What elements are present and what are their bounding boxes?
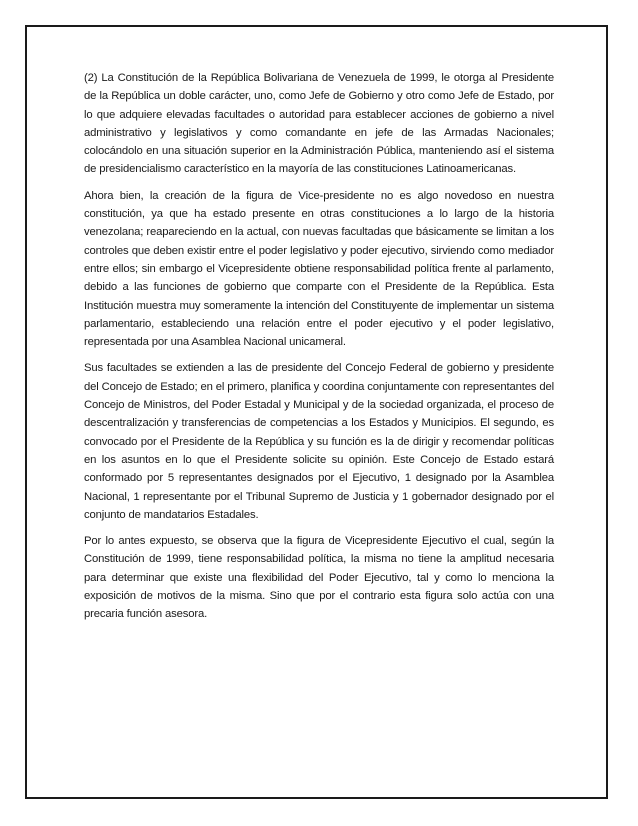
document-body xyxy=(84,69,554,632)
paragraph-4: Por lo antes expuesto, se observa que la figura de Vicepresidente Ejecutivo el cual, según la Constitución de 1999, tiene responsabilidad política, la misma no tiene la amplitud necesaria para determinar que existe una flexibilidad del Poder Ejecutivo, tal y como lo menciona la exposición de motivos de la misma. Sino que por el contrario esta figura solo actúa con una precaria función asesora. xyxy=(84,535,554,621)
paragraph-3: Sus facultades se extienden a las de presidente del Concejo Federal de gobierno y presidente del Concejo de Estado; en el primero, planifica y coordina conjuntamente con representantes del Concejo de Ministros, del Poder Estadal y Municipal y de la sociedad organizada, el proceso de descentralización y transferencias de competencias a los Estados y Municipios. El segundo, es convocado por el Presidente de la República y su función es la de dirigir y recomendar políticas en los asuntos en lo que el Presidente solicite su opinión. Este Concejo de Estado estará conformado por 5 representantes designados por el Ejecutivo, 1 designado por la Asamblea Nacional, 1 representante por el Tribunal Supremo de Justicia y 1 gobernador designado por el conjunto de mandatarios Estadales. xyxy=(84,362,554,521)
paragraph-1: (2) La Constitución de la República Bolivariana de Venezuela de 1999, le otorga al Presidente de la República un doble carácter, uno, como Jefe de Gobierno y otro como Jefe de Estado, por lo que adquiere elevadas facultades o autoridad para establecer acciones de gobierno a nivel administrativo y legislativos y como comandante en jefe de las Armadas Nacionales; colocándolo en una situación superior en la Administración Pública, manteniendo así el sistema de presidencialismo característico en la mayoría de las constituciones Latinoamericanas. xyxy=(84,72,554,176)
paragraph-2: Ahora bien, la creación de la figura de Vice-presidente no es algo novedoso en nuestra constitución, ya que ha estado presente en otras constituciones a lo largo de la historia venezolana; reapareciendo en la actual, con nuevas facultadas que básicamente se limitan a los controles que deben existir entre el poder legislativo y poder ejecutivo, sirviendo como mediador entre ellos; sin embargo el Vicepresidente obtiene responsabilidad política frente al parlamento, debido a las funciones de gobierno que comparte con el Presidente de la República. Esta Institución muestra muy someramente la intención del Constituyente de implementar un sistema parlamentario, estableciendo una relación entre el poder ejecutivo y el poder legislativo, representada por una Asamblea Nacional unicameral. xyxy=(84,189,554,349)
